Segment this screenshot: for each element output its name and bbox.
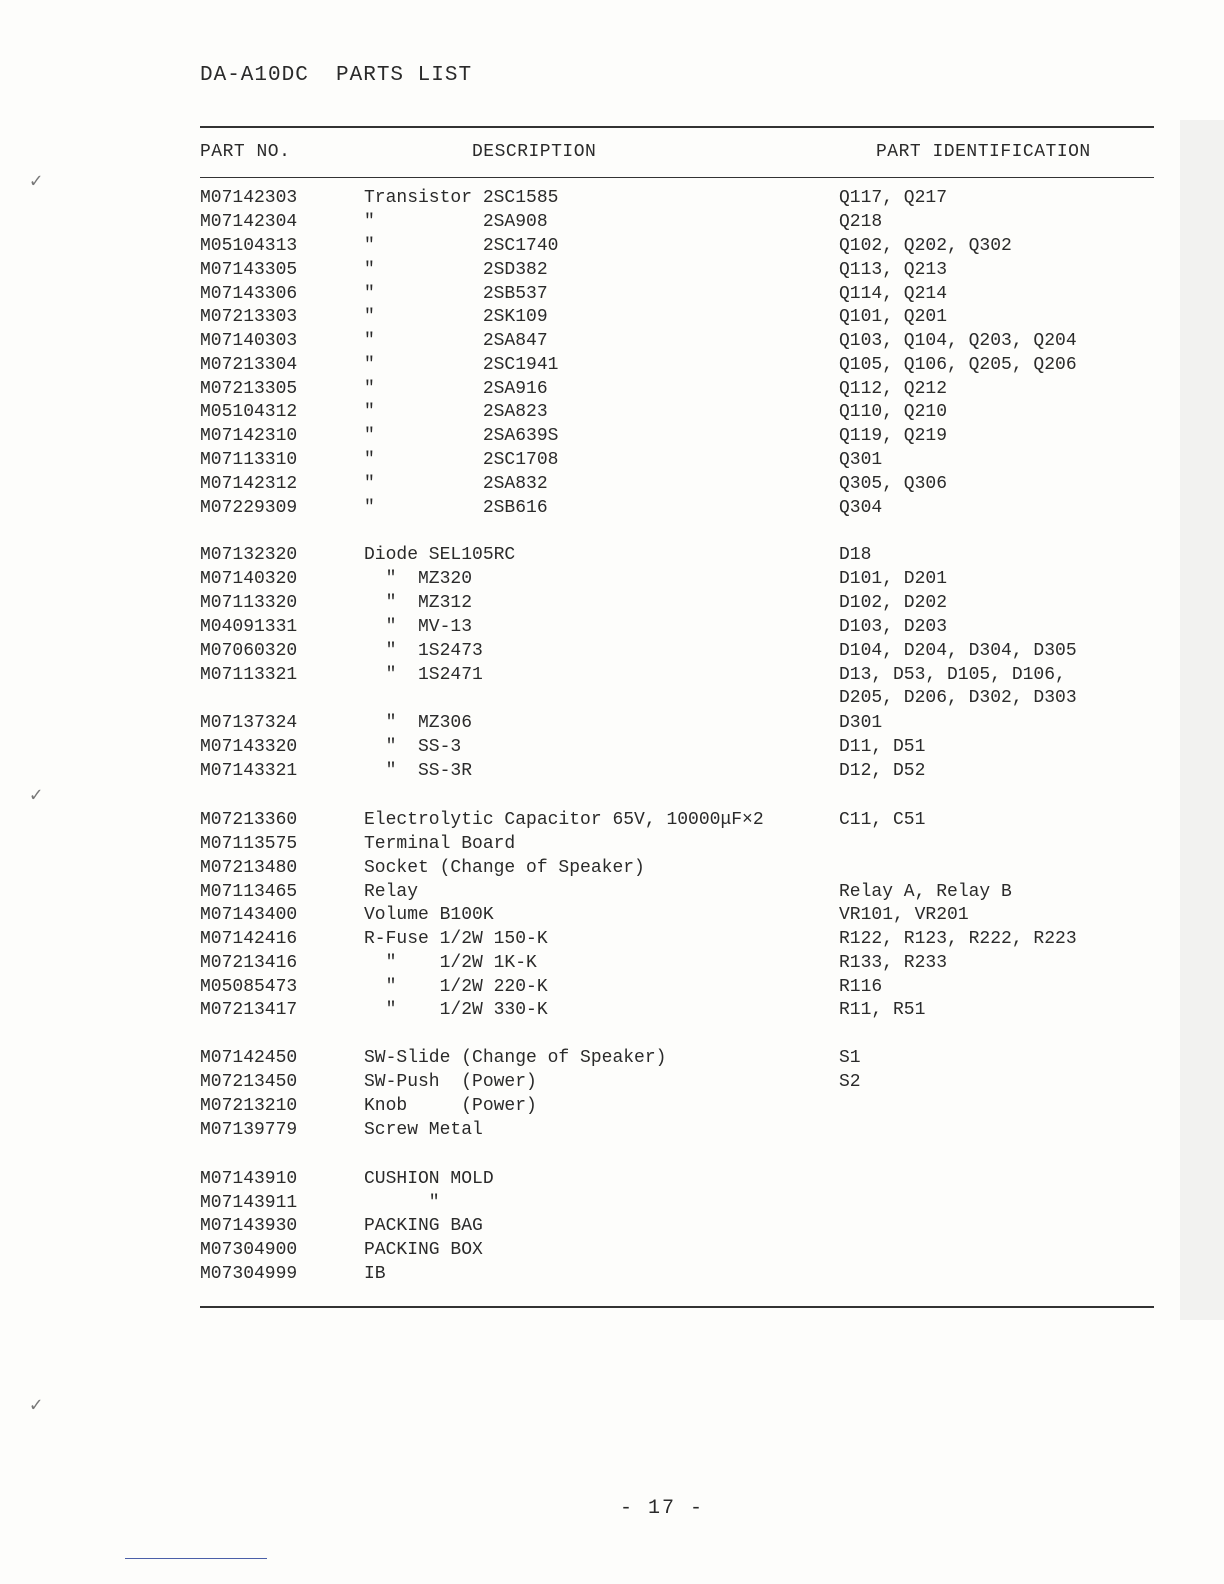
part-description: " 2SB537 bbox=[364, 284, 548, 304]
part-number: M05104312 bbox=[200, 402, 298, 422]
part-description: " 2SB616 bbox=[364, 498, 548, 518]
table-row bbox=[0, 905, 1224, 929]
table-row bbox=[0, 379, 1224, 403]
table-row bbox=[0, 641, 1224, 665]
table-row bbox=[0, 545, 1224, 569]
part-identification: D13, D53, D105, D106, bbox=[839, 665, 1066, 685]
part-description: SW-Slide (Change of Speaker) bbox=[364, 1048, 667, 1068]
part-number: M07143321 bbox=[200, 761, 298, 781]
table-row bbox=[0, 688, 1224, 712]
part-identification: Q113, Q213 bbox=[839, 260, 948, 280]
table-row bbox=[0, 474, 1224, 498]
table-row bbox=[0, 1240, 1224, 1264]
part-number: M07213360 bbox=[200, 810, 298, 830]
table-row bbox=[0, 882, 1224, 906]
part-identification: Q304 bbox=[839, 498, 883, 518]
part-identification: Q110, Q210 bbox=[839, 402, 948, 422]
table-row bbox=[0, 1169, 1224, 1193]
part-identification: D102, D202 bbox=[839, 593, 948, 613]
part-identification: R122, R123, R222, R223 bbox=[839, 929, 1077, 949]
part-number: M07213210 bbox=[200, 1096, 298, 1116]
part-description: Socket (Change of Speaker) bbox=[364, 858, 645, 878]
part-identification: Q305, Q306 bbox=[839, 474, 948, 494]
part-description: " 1S2473 bbox=[364, 641, 483, 661]
part-number: M07142310 bbox=[200, 426, 298, 446]
part-description: " 2SD382 bbox=[364, 260, 548, 280]
part-description: SW-Push (Power) bbox=[364, 1072, 537, 1092]
table-row bbox=[0, 1048, 1224, 1072]
table-row bbox=[0, 1120, 1224, 1144]
part-description: " MZ312 bbox=[364, 593, 473, 613]
part-identification: D11, D51 bbox=[839, 737, 926, 757]
table-row bbox=[0, 1096, 1224, 1120]
header-description: DESCRIPTION bbox=[472, 142, 597, 162]
table-row bbox=[0, 1072, 1224, 1096]
table-row bbox=[0, 307, 1224, 331]
part-number: M07139779 bbox=[200, 1120, 298, 1140]
table-row bbox=[0, 236, 1224, 260]
part-identification: D301 bbox=[839, 713, 883, 733]
table-row bbox=[0, 331, 1224, 355]
part-number: M07142304 bbox=[200, 212, 298, 232]
part-description: Volume B100K bbox=[364, 905, 494, 925]
part-identification: D18 bbox=[839, 545, 872, 565]
part-number: M07143320 bbox=[200, 737, 298, 757]
table-row bbox=[0, 593, 1224, 617]
part-number: M07113465 bbox=[200, 882, 298, 902]
part-description: Terminal Board bbox=[364, 834, 516, 854]
part-description: IB bbox=[364, 1264, 386, 1284]
part-description: " 2SC1708 bbox=[364, 450, 559, 470]
part-identification: R133, R233 bbox=[839, 953, 948, 973]
table-row bbox=[0, 810, 1224, 834]
table-row bbox=[0, 284, 1224, 308]
document-title: DA-A10DC PARTS LIST bbox=[200, 64, 473, 87]
part-number: M07143400 bbox=[200, 905, 298, 925]
part-number: M07213416 bbox=[200, 953, 298, 973]
part-number: M07113320 bbox=[200, 593, 298, 613]
part-number: M07113310 bbox=[200, 450, 298, 470]
part-number: M07213304 bbox=[200, 355, 298, 375]
part-number: M07113321 bbox=[200, 665, 298, 685]
table-row bbox=[0, 1264, 1224, 1288]
margin-underline bbox=[125, 1558, 267, 1559]
part-description: " 2SA823 bbox=[364, 402, 548, 422]
part-identification: S1 bbox=[839, 1048, 861, 1068]
part-description: " 2SA908 bbox=[364, 212, 548, 232]
table-row bbox=[0, 569, 1224, 593]
part-number: M07213305 bbox=[200, 379, 298, 399]
part-identification: Q218 bbox=[839, 212, 883, 232]
part-identification: Q119, Q219 bbox=[839, 426, 948, 446]
part-description: " 2SA832 bbox=[364, 474, 548, 494]
part-identification: Q101, Q201 bbox=[839, 307, 948, 327]
table-row bbox=[0, 450, 1224, 474]
part-description: " SS-3R bbox=[364, 761, 473, 781]
table-row bbox=[0, 953, 1224, 977]
part-number: M07143930 bbox=[200, 1216, 298, 1236]
part-description: " 2SA639S bbox=[364, 426, 559, 446]
part-description: Transistor 2SC1585 bbox=[364, 188, 559, 208]
part-description: PACKING BAG bbox=[364, 1216, 483, 1236]
part-description: " 2SK109 bbox=[364, 307, 548, 327]
part-description: R-Fuse 1/2W 150-K bbox=[364, 929, 548, 949]
part-number: M07142450 bbox=[200, 1048, 298, 1068]
part-number: M05085473 bbox=[200, 977, 298, 997]
part-description: Screw Metal bbox=[364, 1120, 483, 1140]
part-identification: D101, D201 bbox=[839, 569, 948, 589]
part-description: " 1/2W 330-K bbox=[364, 1000, 548, 1020]
table-row bbox=[0, 713, 1224, 737]
part-number: M07213417 bbox=[200, 1000, 298, 1020]
table-row bbox=[0, 761, 1224, 785]
part-description: Relay bbox=[364, 882, 419, 902]
table-row bbox=[0, 1193, 1224, 1217]
part-number: M07304900 bbox=[200, 1240, 298, 1260]
part-description: " MV-13 bbox=[364, 617, 473, 637]
part-description: Knob (Power) bbox=[364, 1096, 537, 1116]
part-description: CUSHION MOLD bbox=[364, 1169, 494, 1189]
punch-mark-icon: ✓ bbox=[30, 171, 43, 194]
part-number: M07142416 bbox=[200, 929, 298, 949]
table-row bbox=[0, 498, 1224, 522]
header-part-no: PART NO. bbox=[200, 142, 291, 162]
part-number: M07304999 bbox=[200, 1264, 298, 1284]
part-number: M07113575 bbox=[200, 834, 298, 854]
part-identification: R11, R51 bbox=[839, 1000, 926, 1020]
part-number: M07213303 bbox=[200, 307, 298, 327]
part-number: M07132320 bbox=[200, 545, 298, 565]
part-description: Electrolytic Capacitor 65V, 10000μF×2 bbox=[364, 810, 764, 830]
part-description: " SS-3 bbox=[364, 737, 462, 757]
part-description: " 1/2W 1K-K bbox=[364, 953, 537, 973]
page-number: - 17 - bbox=[620, 1497, 705, 1520]
part-identification: C11, C51 bbox=[839, 810, 926, 830]
part-identification: Relay A, Relay B bbox=[839, 882, 1012, 902]
part-description: " 2SA847 bbox=[364, 331, 548, 351]
part-description: " MZ306 bbox=[364, 713, 473, 733]
table-row bbox=[0, 212, 1224, 236]
table-row bbox=[0, 1216, 1224, 1240]
part-identification: D104, D204, D304, D305 bbox=[839, 641, 1077, 661]
table-row bbox=[0, 737, 1224, 761]
table-row bbox=[0, 617, 1224, 641]
part-identification: D12, D52 bbox=[839, 761, 926, 781]
part-number: M07213480 bbox=[200, 858, 298, 878]
part-description: " 1/2W 220-K bbox=[364, 977, 548, 997]
table-row bbox=[0, 858, 1224, 882]
part-description: " 2SC1941 bbox=[364, 355, 559, 375]
part-number: M07142303 bbox=[200, 188, 298, 208]
part-number: M07143306 bbox=[200, 284, 298, 304]
part-number: M07229309 bbox=[200, 498, 298, 518]
part-identification: Q103, Q104, Q203, Q204 bbox=[839, 331, 1077, 351]
part-identification: Q117, Q217 bbox=[839, 188, 948, 208]
part-number: M07137324 bbox=[200, 713, 298, 733]
punch-mark-icon: ✓ bbox=[30, 1395, 43, 1418]
part-identification: D205, D206, D302, D303 bbox=[839, 688, 1077, 708]
part-identification: Q102, Q202, Q302 bbox=[839, 236, 1012, 256]
table-row bbox=[0, 355, 1224, 379]
part-number: M04091331 bbox=[200, 617, 298, 637]
part-identification: Q114, Q214 bbox=[839, 284, 948, 304]
part-number: M07140320 bbox=[200, 569, 298, 589]
table-header-rule bbox=[200, 177, 1154, 178]
table-row bbox=[0, 977, 1224, 1001]
part-identification: R116 bbox=[839, 977, 883, 997]
part-number: M07143305 bbox=[200, 260, 298, 280]
part-number: M07143910 bbox=[200, 1169, 298, 1189]
part-identification: VR101, VR201 bbox=[839, 905, 969, 925]
table-top-rule bbox=[200, 126, 1154, 128]
header-part-identification: PART IDENTIFICATION bbox=[876, 142, 1091, 162]
part-description: Diode SEL105RC bbox=[364, 545, 516, 565]
part-number: M07143911 bbox=[200, 1193, 298, 1213]
punch-mark-icon: ✓ bbox=[30, 785, 43, 808]
part-description: " bbox=[364, 1193, 440, 1213]
table-row bbox=[0, 929, 1224, 953]
part-description: PACKING BOX bbox=[364, 1240, 483, 1260]
part-number: M07213450 bbox=[200, 1072, 298, 1092]
table-row bbox=[0, 402, 1224, 426]
part-identification: D103, D203 bbox=[839, 617, 948, 637]
part-description: " 2SC1740 bbox=[364, 236, 559, 256]
part-identification: Q105, Q106, Q205, Q206 bbox=[839, 355, 1077, 375]
table-row bbox=[0, 188, 1224, 212]
part-description: " 1S2471 bbox=[364, 665, 483, 685]
part-description: " 2SA916 bbox=[364, 379, 548, 399]
part-number: M07142312 bbox=[200, 474, 298, 494]
part-identification: Q112, Q212 bbox=[839, 379, 948, 399]
part-identification: S2 bbox=[839, 1072, 861, 1092]
table-bottom-rule bbox=[200, 1306, 1154, 1308]
part-identification: Q301 bbox=[839, 450, 883, 470]
part-number: M07060320 bbox=[200, 641, 298, 661]
table-row bbox=[0, 426, 1224, 450]
table-row bbox=[0, 260, 1224, 284]
table-row bbox=[0, 834, 1224, 858]
part-number: M07140303 bbox=[200, 331, 298, 351]
part-description: " MZ320 bbox=[364, 569, 473, 589]
table-row bbox=[0, 1000, 1224, 1024]
part-number: M05104313 bbox=[200, 236, 298, 256]
table-row bbox=[0, 665, 1224, 689]
